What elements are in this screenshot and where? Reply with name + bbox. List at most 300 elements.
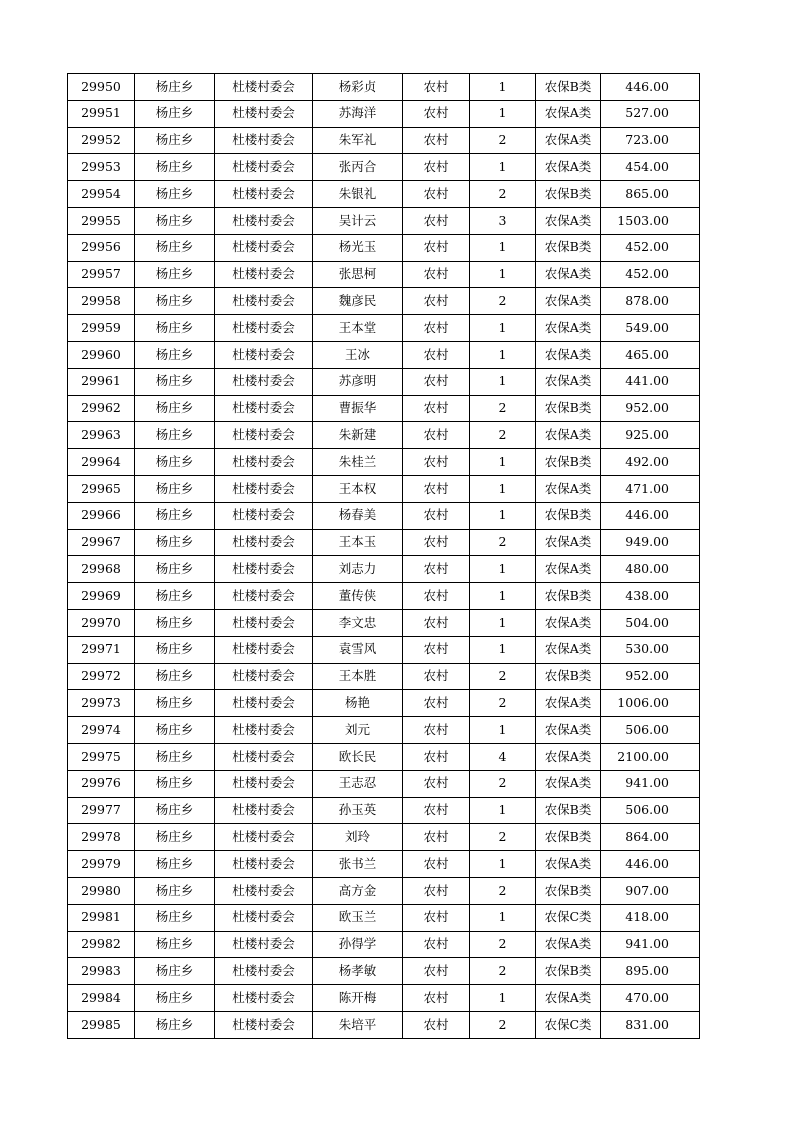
amount-cell: 952.00 — [601, 663, 700, 690]
household-count-cell: 1 — [470, 583, 536, 610]
amount-cell: 907.00 — [601, 877, 700, 904]
household-count-cell: 1 — [470, 502, 536, 529]
residence-type-cell: 农村 — [403, 717, 470, 744]
amount-cell: 446.00 — [601, 502, 700, 529]
category-cell: 农保A类 — [536, 931, 601, 958]
name-cell: 杨艳 — [313, 690, 403, 717]
table-row — [68, 261, 700, 288]
amount-cell: 941.00 — [601, 770, 700, 797]
village-cell: 杜楼村委会 — [215, 449, 313, 476]
table-row — [68, 1011, 700, 1038]
record-id-cell: 29974 — [68, 717, 135, 744]
name-cell: 董传侠 — [313, 583, 403, 610]
amount-cell: 504.00 — [601, 609, 700, 636]
category-cell: 农保A类 — [536, 154, 601, 181]
record-id-cell: 29972 — [68, 663, 135, 690]
household-count-cell: 1 — [470, 717, 536, 744]
village-cell: 杜楼村委会 — [215, 395, 313, 422]
village-cell: 杜楼村委会 — [215, 770, 313, 797]
record-id-cell: 29979 — [68, 851, 135, 878]
record-id-cell: 29966 — [68, 502, 135, 529]
village-cell: 杜楼村委会 — [215, 261, 313, 288]
residence-type-cell: 农村 — [403, 449, 470, 476]
residence-type-cell: 农村 — [403, 824, 470, 851]
amount-cell: 949.00 — [601, 529, 700, 556]
name-cell: 杨孝敏 — [313, 958, 403, 985]
town-cell: 杨庄乡 — [135, 663, 215, 690]
table-row — [68, 181, 700, 208]
town-cell: 杨庄乡 — [135, 958, 215, 985]
name-cell: 王本玉 — [313, 529, 403, 556]
household-count-cell: 2 — [470, 877, 536, 904]
town-cell: 杨庄乡 — [135, 556, 215, 583]
name-cell: 刘元 — [313, 717, 403, 744]
name-cell: 孙得学 — [313, 931, 403, 958]
category-cell: 农保C类 — [536, 904, 601, 931]
name-cell: 苏海洋 — [313, 100, 403, 127]
amount-cell: 925.00 — [601, 422, 700, 449]
village-cell: 杜楼村委会 — [215, 181, 313, 208]
category-cell: 农保B类 — [536, 502, 601, 529]
table-row — [68, 877, 700, 904]
name-cell: 张思柯 — [313, 261, 403, 288]
amount-cell: 864.00 — [601, 824, 700, 851]
record-id-cell: 29983 — [68, 958, 135, 985]
village-cell: 杜楼村委会 — [215, 904, 313, 931]
amount-cell: 952.00 — [601, 395, 700, 422]
household-count-cell: 2 — [470, 181, 536, 208]
household-count-cell: 1 — [470, 475, 536, 502]
town-cell: 杨庄乡 — [135, 529, 215, 556]
household-count-cell: 2 — [470, 690, 536, 717]
category-cell: 农保B类 — [536, 663, 601, 690]
town-cell: 杨庄乡 — [135, 341, 215, 368]
category-cell: 农保A类 — [536, 368, 601, 395]
amount-cell: 492.00 — [601, 449, 700, 476]
category-cell: 农保A类 — [536, 717, 601, 744]
table-row — [68, 904, 700, 931]
name-cell: 王冰 — [313, 341, 403, 368]
residence-type-cell: 农村 — [403, 74, 470, 101]
village-cell: 杜楼村委会 — [215, 663, 313, 690]
amount-cell: 941.00 — [601, 931, 700, 958]
table-row — [68, 395, 700, 422]
village-cell: 杜楼村委会 — [215, 556, 313, 583]
residence-type-cell: 农村 — [403, 288, 470, 315]
category-cell: 农保A类 — [536, 288, 601, 315]
household-count-cell: 2 — [470, 663, 536, 690]
record-id-cell: 29953 — [68, 154, 135, 181]
village-cell: 杜楼村委会 — [215, 877, 313, 904]
category-cell: 农保A类 — [536, 100, 601, 127]
table-body — [68, 74, 700, 1039]
category-cell: 农保C类 — [536, 1011, 601, 1038]
amount-cell: 878.00 — [601, 288, 700, 315]
name-cell: 曹振华 — [313, 395, 403, 422]
table-row — [68, 743, 700, 770]
table-row — [68, 368, 700, 395]
household-count-cell: 1 — [470, 154, 536, 181]
record-id-cell: 29956 — [68, 234, 135, 261]
town-cell: 杨庄乡 — [135, 609, 215, 636]
village-cell: 杜楼村委会 — [215, 288, 313, 315]
name-cell: 张书兰 — [313, 851, 403, 878]
category-cell: 农保B类 — [536, 583, 601, 610]
residence-type-cell: 农村 — [403, 556, 470, 583]
town-cell: 杨庄乡 — [135, 690, 215, 717]
record-id-cell: 29985 — [68, 1011, 135, 1038]
table-row — [68, 502, 700, 529]
table-row — [68, 556, 700, 583]
village-cell: 杜楼村委会 — [215, 609, 313, 636]
household-count-cell: 1 — [470, 74, 536, 101]
residence-type-cell: 农村 — [403, 502, 470, 529]
town-cell: 杨庄乡 — [135, 422, 215, 449]
record-id-cell: 29951 — [68, 100, 135, 127]
amount-cell: 530.00 — [601, 636, 700, 663]
household-count-cell: 2 — [470, 1011, 536, 1038]
amount-cell: 418.00 — [601, 904, 700, 931]
town-cell: 杨庄乡 — [135, 154, 215, 181]
amount-cell: 452.00 — [601, 261, 700, 288]
table-row — [68, 583, 700, 610]
record-id-cell: 29955 — [68, 207, 135, 234]
name-cell: 袁雪风 — [313, 636, 403, 663]
town-cell: 杨庄乡 — [135, 636, 215, 663]
village-cell: 杜楼村委会 — [215, 234, 313, 261]
village-cell: 杜楼村委会 — [215, 824, 313, 851]
table-row — [68, 985, 700, 1012]
category-cell: 农保A类 — [536, 609, 601, 636]
amount-cell: 831.00 — [601, 1011, 700, 1038]
name-cell: 朱培平 — [313, 1011, 403, 1038]
record-id-cell: 29975 — [68, 743, 135, 770]
village-cell: 杜楼村委会 — [215, 475, 313, 502]
household-count-cell: 1 — [470, 556, 536, 583]
category-cell: 农保A类 — [536, 743, 601, 770]
record-id-cell: 29959 — [68, 315, 135, 342]
amount-cell: 471.00 — [601, 475, 700, 502]
category-cell: 农保B类 — [536, 877, 601, 904]
town-cell: 杨庄乡 — [135, 502, 215, 529]
residence-type-cell: 农村 — [403, 663, 470, 690]
town-cell: 杨庄乡 — [135, 234, 215, 261]
name-cell: 王本权 — [313, 475, 403, 502]
village-cell: 杜楼村委会 — [215, 636, 313, 663]
category-cell: 农保B类 — [536, 74, 601, 101]
table-row — [68, 770, 700, 797]
name-cell: 王本胜 — [313, 663, 403, 690]
category-cell: 农保B类 — [536, 797, 601, 824]
household-count-cell: 1 — [470, 636, 536, 663]
amount-cell: 452.00 — [601, 234, 700, 261]
record-id-cell: 29982 — [68, 931, 135, 958]
table-row — [68, 717, 700, 744]
town-cell: 杨庄乡 — [135, 288, 215, 315]
household-count-cell: 2 — [470, 395, 536, 422]
name-cell: 张丙合 — [313, 154, 403, 181]
residence-type-cell: 农村 — [403, 690, 470, 717]
town-cell: 杨庄乡 — [135, 904, 215, 931]
household-count-cell: 1 — [470, 797, 536, 824]
table-row — [68, 931, 700, 958]
table-row — [68, 341, 700, 368]
village-cell: 杜楼村委会 — [215, 931, 313, 958]
category-cell: 农保A类 — [536, 851, 601, 878]
amount-cell: 506.00 — [601, 797, 700, 824]
residence-type-cell: 农村 — [403, 127, 470, 154]
residence-type-cell: 农村 — [403, 341, 470, 368]
table-row — [68, 74, 700, 101]
village-cell: 杜楼村委会 — [215, 74, 313, 101]
household-count-cell: 2 — [470, 288, 536, 315]
household-count-cell: 2 — [470, 824, 536, 851]
household-count-cell: 4 — [470, 743, 536, 770]
town-cell: 杨庄乡 — [135, 743, 215, 770]
record-id-cell: 29963 — [68, 422, 135, 449]
table-row — [68, 449, 700, 476]
record-id-cell: 29976 — [68, 770, 135, 797]
household-count-cell: 1 — [470, 261, 536, 288]
residence-type-cell: 农村 — [403, 529, 470, 556]
amount-cell: 480.00 — [601, 556, 700, 583]
table-row — [68, 609, 700, 636]
name-cell: 杨彩贞 — [313, 74, 403, 101]
table-row — [68, 127, 700, 154]
residence-type-cell: 农村 — [403, 1011, 470, 1038]
name-cell: 欧长民 — [313, 743, 403, 770]
household-count-cell: 1 — [470, 368, 536, 395]
name-cell: 朱桂兰 — [313, 449, 403, 476]
record-id-cell: 29957 — [68, 261, 135, 288]
village-cell: 杜楼村委会 — [215, 717, 313, 744]
category-cell: 农保A类 — [536, 556, 601, 583]
village-cell: 杜楼村委会 — [215, 127, 313, 154]
table-row — [68, 422, 700, 449]
residence-type-cell: 农村 — [403, 636, 470, 663]
category-cell: 农保A类 — [536, 690, 601, 717]
table-row — [68, 100, 700, 127]
record-id-cell: 29968 — [68, 556, 135, 583]
village-cell: 杜楼村委会 — [215, 985, 313, 1012]
residence-type-cell: 农村 — [403, 475, 470, 502]
residence-type-cell: 农村 — [403, 234, 470, 261]
category-cell: 农保A类 — [536, 985, 601, 1012]
residence-type-cell: 农村 — [403, 207, 470, 234]
table-row — [68, 690, 700, 717]
village-cell: 杜楼村委会 — [215, 851, 313, 878]
town-cell: 杨庄乡 — [135, 1011, 215, 1038]
record-id-cell: 29950 — [68, 74, 135, 101]
category-cell: 农保B类 — [536, 958, 601, 985]
household-count-cell: 2 — [470, 958, 536, 985]
residence-type-cell: 农村 — [403, 797, 470, 824]
town-cell: 杨庄乡 — [135, 931, 215, 958]
town-cell: 杨庄乡 — [135, 985, 215, 1012]
table-row — [68, 154, 700, 181]
category-cell: 农保B类 — [536, 824, 601, 851]
residence-type-cell: 农村 — [403, 395, 470, 422]
record-id-cell: 29984 — [68, 985, 135, 1012]
residence-type-cell: 农村 — [403, 958, 470, 985]
amount-cell: 1006.00 — [601, 690, 700, 717]
town-cell: 杨庄乡 — [135, 824, 215, 851]
town-cell: 杨庄乡 — [135, 100, 215, 127]
name-cell: 高方金 — [313, 877, 403, 904]
name-cell: 刘玲 — [313, 824, 403, 851]
amount-cell: 549.00 — [601, 315, 700, 342]
category-cell: 农保B类 — [536, 181, 601, 208]
data-table — [67, 73, 700, 1039]
record-id-cell: 29964 — [68, 449, 135, 476]
village-cell: 杜楼村委会 — [215, 154, 313, 181]
household-count-cell: 1 — [470, 985, 536, 1012]
household-count-cell: 2 — [470, 422, 536, 449]
name-cell: 杨光玉 — [313, 234, 403, 261]
village-cell: 杜楼村委会 — [215, 797, 313, 824]
category-cell: 农保B类 — [536, 449, 601, 476]
residence-type-cell: 农村 — [403, 368, 470, 395]
category-cell: 农保A类 — [536, 341, 601, 368]
record-id-cell: 29960 — [68, 341, 135, 368]
amount-cell: 723.00 — [601, 127, 700, 154]
town-cell: 杨庄乡 — [135, 851, 215, 878]
table-row — [68, 315, 700, 342]
town-cell: 杨庄乡 — [135, 797, 215, 824]
table-row — [68, 288, 700, 315]
amount-cell: 446.00 — [601, 851, 700, 878]
town-cell: 杨庄乡 — [135, 74, 215, 101]
residence-type-cell: 农村 — [403, 609, 470, 636]
record-id-cell: 29967 — [68, 529, 135, 556]
residence-type-cell: 农村 — [403, 583, 470, 610]
household-count-cell: 1 — [470, 609, 536, 636]
record-id-cell: 29980 — [68, 877, 135, 904]
residence-type-cell: 农村 — [403, 261, 470, 288]
record-id-cell: 29958 — [68, 288, 135, 315]
residence-type-cell: 农村 — [403, 770, 470, 797]
amount-cell: 865.00 — [601, 181, 700, 208]
name-cell: 吴计云 — [313, 207, 403, 234]
town-cell: 杨庄乡 — [135, 261, 215, 288]
record-id-cell: 29971 — [68, 636, 135, 663]
amount-cell: 438.00 — [601, 583, 700, 610]
table-row — [68, 824, 700, 851]
name-cell: 刘志力 — [313, 556, 403, 583]
village-cell: 杜楼村委会 — [215, 315, 313, 342]
town-cell: 杨庄乡 — [135, 475, 215, 502]
category-cell: 农保A类 — [536, 636, 601, 663]
record-id-cell: 29973 — [68, 690, 135, 717]
residence-type-cell: 农村 — [403, 851, 470, 878]
village-cell: 杜楼村委会 — [215, 743, 313, 770]
household-count-cell: 2 — [470, 770, 536, 797]
residence-type-cell: 农村 — [403, 985, 470, 1012]
record-id-cell: 29954 — [68, 181, 135, 208]
record-id-cell: 29965 — [68, 475, 135, 502]
village-cell: 杜楼村委会 — [215, 958, 313, 985]
amount-cell: 470.00 — [601, 985, 700, 1012]
name-cell: 朱银礼 — [313, 181, 403, 208]
village-cell: 杜楼村委会 — [215, 690, 313, 717]
residence-type-cell: 农村 — [403, 181, 470, 208]
amount-cell: 441.00 — [601, 368, 700, 395]
household-count-cell: 1 — [470, 234, 536, 261]
table-row — [68, 636, 700, 663]
town-cell: 杨庄乡 — [135, 207, 215, 234]
record-id-cell: 29978 — [68, 824, 135, 851]
name-cell: 魏彦民 — [313, 288, 403, 315]
household-count-cell: 1 — [470, 851, 536, 878]
residence-type-cell: 农村 — [403, 422, 470, 449]
household-count-cell: 2 — [470, 931, 536, 958]
village-cell: 杜楼村委会 — [215, 100, 313, 127]
record-id-cell: 29981 — [68, 904, 135, 931]
household-count-cell: 1 — [470, 449, 536, 476]
record-id-cell: 29977 — [68, 797, 135, 824]
town-cell: 杨庄乡 — [135, 127, 215, 154]
town-cell: 杨庄乡 — [135, 770, 215, 797]
record-id-cell: 29970 — [68, 609, 135, 636]
name-cell: 朱军礼 — [313, 127, 403, 154]
category-cell: 农保B类 — [536, 234, 601, 261]
category-cell: 农保A类 — [536, 475, 601, 502]
household-count-cell: 3 — [470, 207, 536, 234]
table-row — [68, 475, 700, 502]
amount-cell: 1503.00 — [601, 207, 700, 234]
category-cell: 农保B类 — [536, 395, 601, 422]
name-cell: 李文忠 — [313, 609, 403, 636]
category-cell: 农保A类 — [536, 261, 601, 288]
residence-type-cell: 农村 — [403, 904, 470, 931]
name-cell: 欧玉兰 — [313, 904, 403, 931]
village-cell: 杜楼村委会 — [215, 207, 313, 234]
town-cell: 杨庄乡 — [135, 315, 215, 342]
name-cell: 孙玉英 — [313, 797, 403, 824]
category-cell: 农保A类 — [536, 770, 601, 797]
town-cell: 杨庄乡 — [135, 181, 215, 208]
name-cell: 苏彦明 — [313, 368, 403, 395]
residence-type-cell: 农村 — [403, 743, 470, 770]
household-count-cell: 2 — [470, 127, 536, 154]
town-cell: 杨庄乡 — [135, 395, 215, 422]
village-cell: 杜楼村委会 — [215, 341, 313, 368]
residence-type-cell: 农村 — [403, 877, 470, 904]
household-count-cell: 1 — [470, 341, 536, 368]
household-count-cell: 1 — [470, 100, 536, 127]
town-cell: 杨庄乡 — [135, 449, 215, 476]
amount-cell: 465.00 — [601, 341, 700, 368]
residence-type-cell: 农村 — [403, 315, 470, 342]
household-count-cell: 2 — [470, 529, 536, 556]
household-count-cell: 1 — [470, 904, 536, 931]
village-cell: 杜楼村委会 — [215, 529, 313, 556]
amount-cell: 2100.00 — [601, 743, 700, 770]
town-cell: 杨庄乡 — [135, 717, 215, 744]
record-id-cell: 29969 — [68, 583, 135, 610]
table-row — [68, 207, 700, 234]
name-cell: 王本堂 — [313, 315, 403, 342]
table-row — [68, 663, 700, 690]
table-row — [68, 797, 700, 824]
table-row — [68, 529, 700, 556]
residence-type-cell: 农村 — [403, 154, 470, 181]
table-row — [68, 851, 700, 878]
residence-type-cell: 农村 — [403, 100, 470, 127]
category-cell: 农保A类 — [536, 315, 601, 342]
residence-type-cell: 农村 — [403, 931, 470, 958]
table-row — [68, 958, 700, 985]
